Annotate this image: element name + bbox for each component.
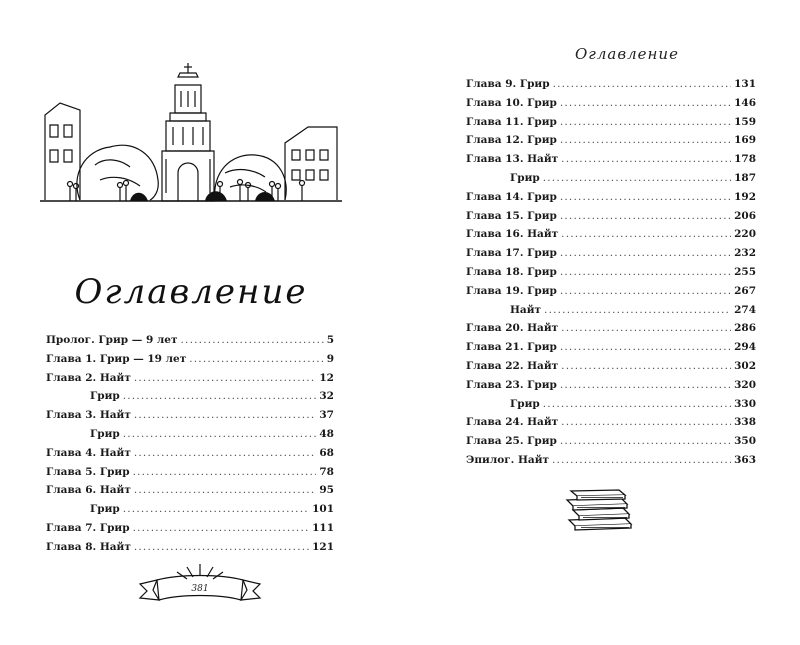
toc-entry-label: Найт: [510, 303, 542, 316]
toc-entry[interactable]: [46, 541, 334, 560]
toc-entry-page: 48: [319, 427, 334, 440]
toc-entry[interactable]: [466, 379, 756, 398]
toc-entry-label: Эпилог. Найт: [466, 453, 549, 466]
toc-entry[interactable]: [466, 454, 756, 473]
toc-dot-leader: [561, 228, 731, 240]
toc-entry-page: 267: [734, 284, 756, 297]
toc-entry[interactable]: [466, 228, 756, 247]
toc-entry-label: Глава 17. Грир: [466, 247, 557, 260]
toc-entry-page: 101: [312, 503, 334, 516]
toc-entry-page: 9: [326, 352, 334, 365]
toc-entry-page: 350: [734, 435, 756, 448]
toc-entry-page: 338: [734, 416, 756, 429]
toc-entry-page: 37: [319, 409, 334, 422]
toc-entry-page: 330: [734, 397, 756, 410]
toc-entry-label: Глава 23. Грир: [466, 378, 557, 391]
toc-entry[interactable]: [466, 134, 756, 153]
toc-dot-leader: [134, 541, 309, 553]
page-number: 381: [191, 584, 209, 594]
toc-entry-label: Глава 13. Найт: [466, 153, 559, 166]
toc-entry-page: 131: [734, 78, 756, 90]
toc-dot-leader: [123, 390, 317, 402]
toc-dot-leader: [553, 78, 732, 90]
toc-dot-leader: [544, 304, 731, 316]
toc-entry[interactable]: [46, 334, 334, 353]
toc-dot-leader: [189, 353, 323, 365]
toc-entry[interactable]: [466, 322, 756, 341]
toc-list-left: [46, 334, 334, 560]
toc-list-right: [466, 78, 756, 473]
toc-entry-page: 255: [734, 265, 756, 278]
toc-entry[interactable]: [466, 285, 756, 304]
toc-entry-label: Глава 20. Найт: [466, 322, 559, 335]
toc-entry[interactable]: [46, 466, 334, 485]
toc-entry-page: 159: [734, 115, 756, 128]
toc-entry-page: 78: [319, 465, 334, 478]
right-page: [400, 0, 800, 645]
toc-dot-leader: [123, 428, 317, 440]
toc-dot-leader: [134, 484, 317, 496]
toc-entry-page: 320: [734, 378, 756, 391]
toc-dot-leader: [560, 435, 731, 447]
toc-entry-label: Глава 7. Грир: [46, 521, 130, 534]
toc-dot-leader: [560, 247, 731, 259]
toc-entry-label: Глава 21. Грир: [466, 341, 557, 354]
toc-entry[interactable]: [466, 191, 756, 210]
toc-dot-leader: [561, 322, 731, 334]
toc-entry[interactable]: [466, 247, 756, 266]
toc-dot-leader: [123, 503, 309, 515]
toc-entry-label: Грир: [90, 390, 120, 403]
toc-entry-page: 121: [312, 540, 334, 553]
toc-entry-page: 32: [319, 390, 334, 403]
toc-entry-label: Грир: [90, 503, 120, 516]
toc-dot-leader: [560, 116, 731, 128]
toc-entry[interactable]: [46, 390, 334, 409]
toc-entry-page: 169: [734, 134, 756, 147]
toc-dot-leader: [181, 334, 324, 346]
toc-entry[interactable]: [466, 398, 756, 417]
toc-entry-page: 68: [319, 446, 334, 459]
toc-entry-page: 274: [734, 303, 756, 316]
toc-dot-leader: [560, 285, 731, 297]
toc-dot-leader: [560, 97, 731, 109]
toc-dot-leader: [560, 210, 731, 222]
toc-dot-leader: [560, 341, 731, 353]
toc-entry[interactable]: [466, 341, 756, 360]
toc-entry-label: Пролог. Грир — 9 лет: [46, 334, 178, 346]
toc-entry-page: 294: [734, 341, 756, 354]
toc-entry-label: Глава 6. Найт: [46, 484, 131, 497]
toc-entry-label: Глава 16. Найт: [466, 228, 559, 241]
toc-entry-label: Глава 11. Грир: [466, 115, 557, 128]
toc-dot-leader: [560, 266, 731, 278]
toc-entry-label: Глава 22. Найт: [466, 359, 559, 372]
toc-entry-page: 187: [734, 171, 756, 184]
toc-entry[interactable]: [466, 416, 756, 435]
toc-entry[interactable]: [46, 447, 334, 466]
toc-entry-label: Глава 2. Найт: [46, 371, 131, 384]
toc-entry[interactable]: [46, 522, 334, 541]
toc-dot-leader: [552, 454, 731, 466]
toc-entry-page: 95: [319, 484, 334, 497]
toc-entry[interactable]: [466, 97, 756, 116]
toc-dot-leader: [560, 134, 731, 146]
toc-entry[interactable]: [466, 116, 756, 135]
book-stack-icon: [565, 488, 635, 532]
toc-dot-leader: [561, 360, 731, 372]
toc-dot-leader: [133, 466, 317, 478]
toc-entry[interactable]: [466, 435, 756, 454]
toc-entry-page: 111: [312, 521, 334, 534]
toc-entry-label: Глава 3. Найт: [46, 409, 131, 422]
toc-header: Оглавление: [575, 45, 679, 63]
toc-entry-label: Глава 25. Грир: [466, 435, 557, 448]
toc-entry-page: 363: [734, 453, 756, 466]
toc-entry[interactable]: [46, 372, 334, 391]
toc-entry-page: 302: [734, 359, 756, 372]
toc-entry[interactable]: [46, 409, 334, 428]
toc-entry-page: 146: [734, 96, 756, 109]
toc-dot-leader: [134, 409, 317, 421]
toc-entry-label: Глава 4. Найт: [46, 446, 131, 459]
toc-entry-label: Грир: [510, 171, 540, 184]
toc-entry[interactable]: [466, 360, 756, 379]
toc-entry-page: 232: [734, 247, 756, 260]
toc-entry[interactable]: [466, 304, 756, 323]
toc-entry-label: Глава 10. Грир: [466, 96, 557, 109]
toc-entry[interactable]: [466, 153, 756, 172]
toc-dot-leader: [561, 153, 731, 165]
toc-entry-label: Глава 1. Грир — 19 лет: [46, 352, 187, 365]
toc-entry-label: Грир: [90, 427, 120, 440]
toc-entry-label: Глава 9. Грир: [466, 78, 550, 90]
toc-dot-leader: [561, 416, 731, 428]
toc-entry-page: 5: [326, 334, 334, 346]
toc-entry[interactable]: [46, 428, 334, 447]
toc-dot-leader: [134, 372, 317, 384]
toc-dot-leader: [134, 447, 317, 459]
toc-entry-label: Глава 24. Найт: [466, 416, 559, 429]
toc-entry-label: Глава 15. Грир: [466, 209, 557, 222]
toc-dot-leader: [560, 191, 731, 203]
toc-entry-page: 192: [734, 190, 756, 203]
toc-entry-label: Глава 12. Грир: [466, 134, 557, 147]
toc-entry-page: 286: [734, 322, 756, 335]
toc-entry[interactable]: [466, 78, 756, 97]
toc-dot-leader: [560, 379, 731, 391]
toc-entry-label: Грир: [510, 397, 540, 410]
toc-entry[interactable]: [46, 484, 334, 503]
toc-entry[interactable]: [46, 503, 334, 522]
toc-entry[interactable]: [466, 210, 756, 229]
toc-entry-label: Глава 18. Грир: [466, 265, 557, 278]
toc-entry-label: Глава 8. Найт: [46, 540, 131, 553]
toc-entry-label: Глава 5. Грир: [46, 465, 130, 478]
toc-entry-page: 12: [319, 371, 334, 384]
toc-entry[interactable]: [46, 353, 334, 372]
toc-dot-leader: [543, 172, 731, 184]
toc-entry-page: 220: [734, 228, 756, 241]
toc-entry-label: Глава 19. Грир: [466, 284, 557, 297]
toc-entry-page: 206: [734, 209, 756, 222]
toc-entry[interactable]: [466, 266, 756, 285]
toc-entry[interactable]: [466, 172, 756, 191]
toc-entry-label: Глава 14. Грир: [466, 190, 557, 203]
toc-dot-leader: [543, 398, 731, 410]
toc-title: Оглавление: [74, 272, 308, 312]
toc-entry-page: 178: [734, 153, 756, 166]
campanile-building-illustration: [40, 55, 342, 215]
toc-dot-leader: [133, 522, 310, 534]
